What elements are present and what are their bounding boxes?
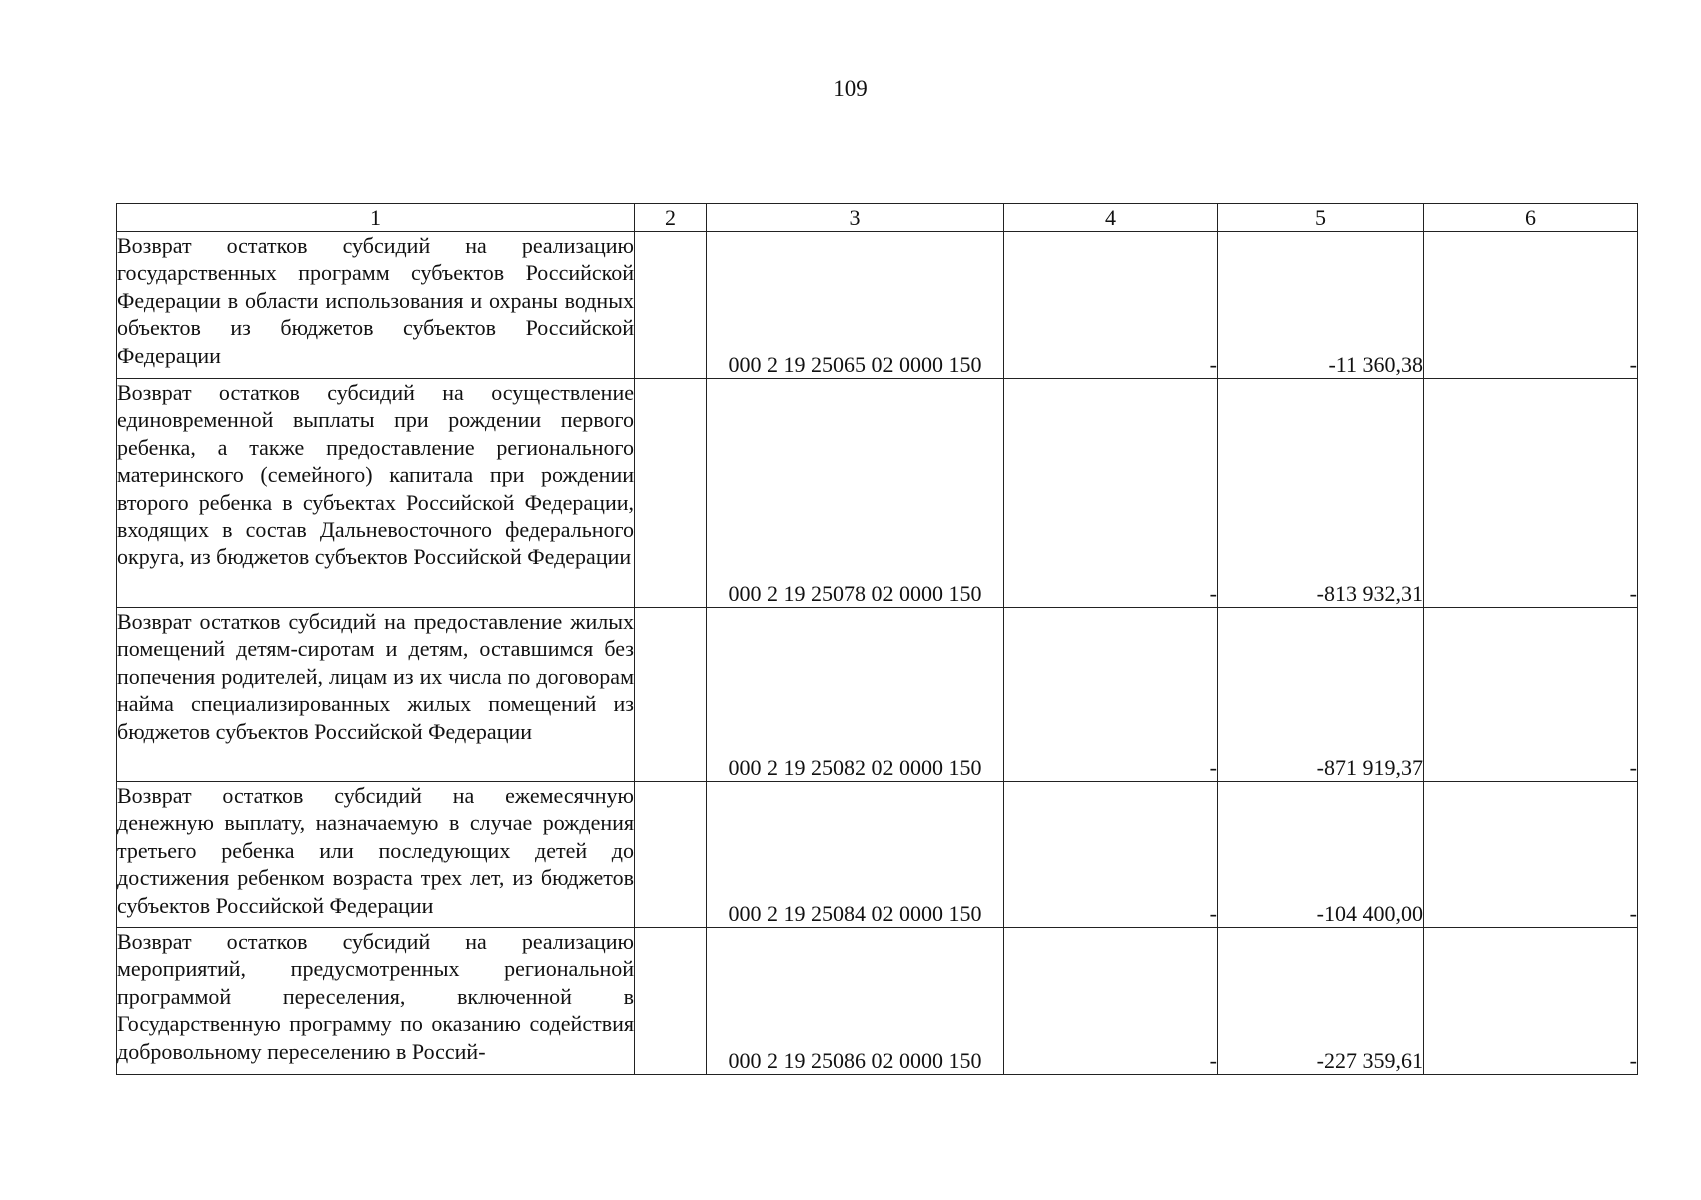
- row-budget-code: 000 2 19 25086 02 0000 150: [707, 928, 1004, 1075]
- row-description: Возврат остатков субсидий на осуществление единовременной выплаты при рождении первого ребенка, а также предоставление регионального материнского (семейного) капитала при рождении второго ребенка в субъектах Российской Федерации, входящих в состав Дальневосточного федерального округа, из бюджетов субъектов Российской Федерации: [117, 379, 635, 608]
- column-header-5: 5: [1218, 204, 1424, 232]
- row-col2: [635, 379, 707, 608]
- row-col6: -: [1424, 928, 1638, 1075]
- row-col4: -: [1004, 928, 1218, 1075]
- row-col2: [635, 232, 707, 379]
- row-col2: [635, 928, 707, 1075]
- row-amount: -104 400,00: [1218, 782, 1424, 928]
- row-col4: -: [1004, 379, 1218, 608]
- table-row: [117, 608, 1638, 782]
- column-header-4: 4: [1004, 204, 1218, 232]
- row-col4: -: [1004, 232, 1218, 379]
- row-description: Возврат остатков субсидий на реализацию государственных программ субъектов Российской Федерации в области использования и охраны водных объектов из бюджетов субъектов Российской Федерации: [117, 232, 635, 379]
- row-col6: -: [1424, 782, 1638, 928]
- row-budget-code: 000 2 19 25084 02 0000 150: [707, 782, 1004, 928]
- table-row: [117, 928, 1638, 1075]
- row-amount: -871 919,37: [1218, 608, 1424, 782]
- budget-table: [116, 203, 1638, 1075]
- table-row: [117, 232, 1638, 379]
- column-header-1: 1: [117, 204, 635, 232]
- column-header-6: 6: [1424, 204, 1638, 232]
- row-col2: [635, 608, 707, 782]
- row-col4: -: [1004, 782, 1218, 928]
- column-header-2: 2: [635, 204, 707, 232]
- row-col2: [635, 782, 707, 928]
- row-description: Возврат остатков субсидий на предоставление жилых помещений детям-сиротам и детям, оставшимся без попечения родителей, лицам из их числа по договорам найма специализированных жилых помещений из бюджетов субъектов Российской Федерации: [117, 608, 635, 782]
- column-header-3: 3: [707, 204, 1004, 232]
- row-col6: -: [1424, 232, 1638, 379]
- row-description: Возврат остатков субсидий на реализацию мероприятий, предусмотренных региональной программой переселения, включенной в Государственную программу по оказанию содействия добровольному переселению в Россий-: [117, 928, 635, 1075]
- row-col6: -: [1424, 379, 1638, 608]
- row-col4: -: [1004, 608, 1218, 782]
- row-amount: -813 932,31: [1218, 379, 1424, 608]
- row-amount: -227 359,61: [1218, 928, 1424, 1075]
- row-amount: -11 360,38: [1218, 232, 1424, 379]
- table-row: [117, 782, 1638, 928]
- table-row: [117, 379, 1638, 608]
- row-description: Возврат остатков субсидий на ежемесячную денежную выплату, назначаемую в случае рождения третьего ребенка или последующих детей до достижения ребенком возраста трех лет, из бюджетов субъектов Российской Федерации: [117, 782, 635, 928]
- table-header-row: [117, 204, 1638, 232]
- row-budget-code: 000 2 19 25065 02 0000 150: [707, 232, 1004, 379]
- row-col6: -: [1424, 608, 1638, 782]
- page-number: 109: [833, 76, 868, 101]
- row-budget-code: 000 2 19 25082 02 0000 150: [707, 608, 1004, 782]
- row-budget-code: 000 2 19 25078 02 0000 150: [707, 379, 1004, 608]
